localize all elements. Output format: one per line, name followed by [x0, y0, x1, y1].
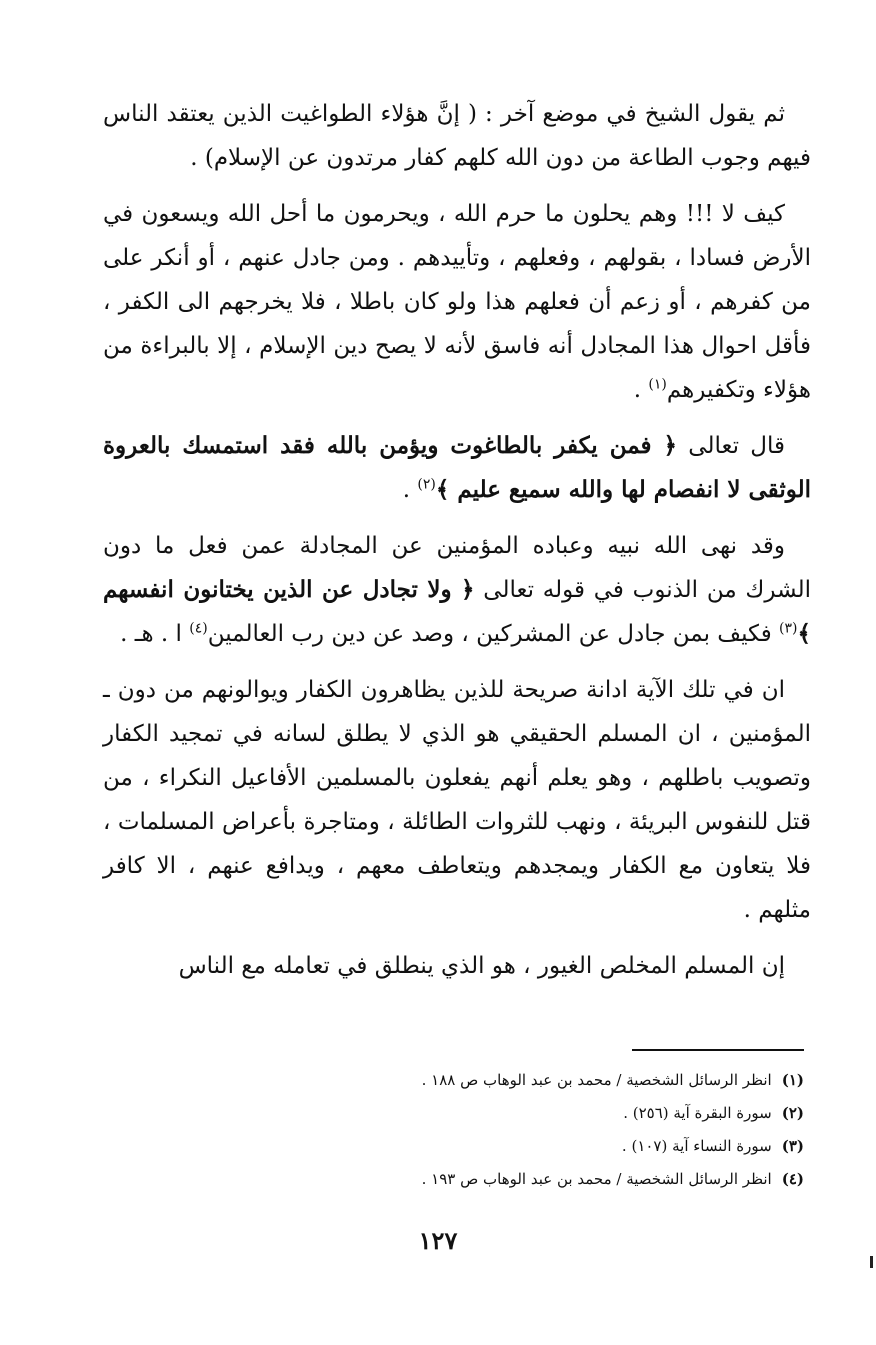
paragraph-text: . [633, 377, 649, 403]
page-number: ١٢٧ [418, 1226, 458, 1255]
footnotes [200, 1064, 804, 1196]
paragraph-4 [103, 524, 811, 656]
footnote-number: (٤) [781, 1170, 804, 1188]
footnote-number: (١) [781, 1071, 804, 1089]
footnote-text: انظر الرسائل الشخصية / محمد بن عبد الوهاب ص ١٩٣ . [421, 1170, 772, 1188]
paragraph-2 [103, 192, 811, 412]
footnote-reference: (٤) [189, 620, 208, 637]
footnote-reference: (١) [648, 376, 667, 393]
footnote-number: (٣) [781, 1137, 804, 1155]
paragraph-text: ا . هـ . [120, 621, 190, 647]
footnote-reference: (٢) [417, 476, 436, 493]
paragraph-text: ثم يقول الشيخ في موضع آخر : ( إنَّ هؤلاء الطواغيت الذين يعتقد الناس فيهم وجوب الطاعة من دون الله كلهم كفار مرتدون عن الإسلام) . [103, 101, 811, 171]
paragraph-1 [103, 92, 811, 180]
scan-edge-mark [870, 1256, 873, 1268]
paragraph-text: قال تعالى [677, 433, 785, 459]
quran-verse-text: ﴿ فمن يكفر بالطاغوت ويؤمن بالله فقد استمسك بالعروة الوثقى لا انفصام لها والله سميع عليم ﴾ [103, 432, 811, 503]
footnote-4 [200, 1163, 804, 1196]
paragraph-text: وقد نهى الله نبيه وعباده المؤمنين عن المجادلة عمن فعل ما دون الشرك من الذنوب في قوله تعالى [103, 533, 811, 603]
paragraph-text: فكيف بمن جادل عن المشركين ، وصد عن دين رب العالمين [207, 621, 780, 647]
footnote-number: (٢) [781, 1104, 804, 1122]
footnote-3 [200, 1130, 804, 1163]
paragraph-6 [103, 944, 811, 988]
footnote-reference: (٣) [779, 620, 798, 637]
footnote-text: سورة النساء آية (١٠٧) . [621, 1137, 772, 1155]
paragraph-text: إن المسلم المخلص الغيور ، هو الذي ينطلق في تعامله مع الناس [178, 953, 785, 979]
footnote-1 [200, 1064, 804, 1097]
quran-verse-text: ﴿ ولا تجادل عن الذين يختانون انفسهم ﴾ [103, 576, 811, 647]
paragraph-text: . [402, 477, 418, 503]
footnote-text: انظر الرسائل الشخصية / محمد بن عبد الوهاب ص ١٨٨ . [421, 1071, 772, 1089]
paragraph-text: ان في تلك الآية ادانة صريحة للذين يظاهرون الكفار ويوالونهم من دون ـ المؤمنين ، ان المسلم الحقيقي هو الذي لا يطلق لسانه في تمجيد الكفار وتصويب باطلهم ، وهو يعلم أنهم يفعلون بالمسلمين الأفاعيل النكراء ، من قتل للنفوس البريئة ، ونهب للثروات الطائلة ، ومتاجرة بأعراض المسلمات ، فلا يتعاون مع الكفار ويمجدهم ويتعاطف معهم ، ويدافع عنهم ، الا كافر مثلهم . [103, 677, 811, 923]
footnote-2 [200, 1097, 804, 1130]
paragraph-5 [103, 668, 811, 932]
paragraph-3 [103, 424, 811, 512]
footnote-divider [632, 1049, 804, 1051]
body-text [103, 92, 811, 1000]
footnote-text: سورة البقرة آية (٢٥٦) . [623, 1104, 772, 1122]
paragraph-text: كيف لا !!! وهم يحلون ما حرم الله ، ويحرمون ما أحل الله ويسعون في الأرض فسادا ، بقولهم ، وفعلهم ، وتأييدهم . ومن جادل عنهم ، أو أنكر على من كفرهم ، أو زعم أن فعلهم هذا ولو كان باطلا ، فلا يخرجهم الى الكفر ، فأقل احوال هذا المجادل أنه فاسق لأنه لا يصح دين الإسلام ، إلا بالبراءة من هؤلاء وتكفيرهم [103, 201, 811, 403]
